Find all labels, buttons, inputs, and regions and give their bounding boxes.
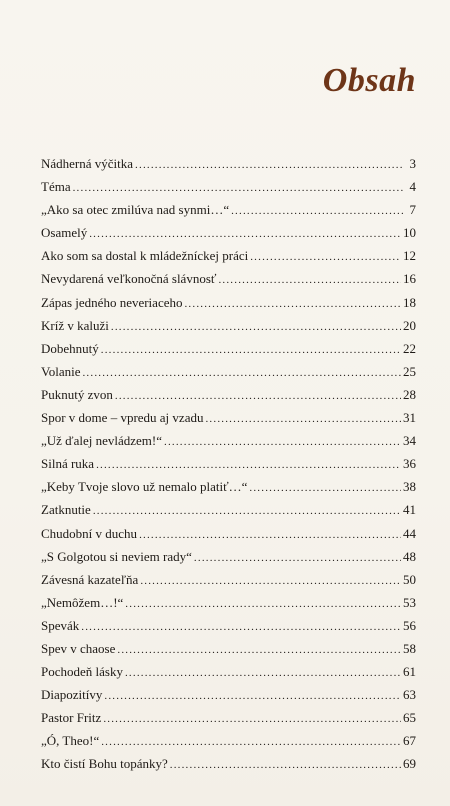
toc-entry-page-number: 53 — [403, 594, 416, 610]
toc-entry — [41, 752, 416, 775]
toc-entry-page-number: 36 — [403, 456, 416, 472]
toc-entry-page-number: 18 — [403, 294, 416, 310]
toc-entry — [41, 175, 416, 198]
dot-leader — [135, 154, 404, 177]
toc-entry-title: „Keby Tvoje slovo už nemalo platiť…“ — [41, 479, 248, 495]
toc-entry — [41, 291, 416, 314]
toc-entry-title: Diapozitívy — [41, 687, 103, 703]
toc-entry-page-number: 25 — [403, 363, 416, 379]
toc-entry — [41, 152, 416, 175]
toc-entry-page-number: 48 — [403, 548, 416, 564]
toc-entry — [41, 475, 416, 498]
toc-entry-page-number: 12 — [403, 248, 416, 264]
toc-entry-title: „Ó, Theo!“ — [41, 733, 100, 749]
toc-entry-page-number: 4 — [409, 179, 416, 195]
toc-entry-page-number: 28 — [403, 386, 416, 402]
dot-leader — [194, 547, 401, 570]
toc-entry-title: „Už ďalej nevládzem!“ — [41, 433, 162, 449]
dot-leader — [111, 316, 401, 339]
toc-entry-page-number: 34 — [403, 433, 416, 449]
dot-leader — [82, 362, 401, 385]
dot-leader — [250, 246, 401, 269]
dot-leader — [140, 570, 401, 593]
dot-leader — [101, 339, 401, 362]
toc-entry-title: Silná ruka — [41, 456, 95, 472]
dot-leader — [125, 593, 401, 616]
toc-entry-page-number: 67 — [403, 733, 416, 749]
toc-entry — [41, 706, 416, 729]
toc-entry-page-number: 41 — [403, 502, 416, 518]
toc-entry — [41, 591, 416, 614]
toc-entry-page-number: 22 — [403, 340, 416, 356]
toc-entry-title: Volanie — [41, 363, 81, 379]
toc-entry — [41, 198, 416, 221]
toc-entry-title: Pastor Fritz — [41, 710, 102, 726]
toc-entry-title: Nevydarená veľkonočná slávnosť — [41, 271, 217, 287]
toc-entry-title: Kto čistí Bohu topánky? — [41, 756, 168, 772]
toc-entry-page-number: 69 — [403, 756, 416, 772]
dot-leader — [96, 454, 401, 477]
toc-entry-page-number: 3 — [409, 156, 416, 171]
toc-entry-page-number: 61 — [403, 664, 416, 680]
table-of-contents — [41, 152, 416, 776]
toc-entry — [41, 452, 416, 475]
toc-entry — [41, 729, 416, 752]
toc-entry — [41, 383, 416, 406]
toc-entry — [41, 614, 416, 637]
toc-entry — [41, 660, 416, 683]
toc-entry-title: „Ako sa otec zmilúva nad synmi…“ — [41, 202, 230, 218]
dot-leader — [73, 177, 404, 200]
dot-leader — [125, 662, 401, 685]
toc-entry-page-number: 31 — [403, 410, 416, 426]
toc-entry — [41, 545, 416, 568]
toc-entry — [41, 683, 416, 706]
toc-entry-title: Ako som sa dostal k mládežníckej práci — [41, 248, 249, 264]
toc-entry — [41, 221, 416, 244]
dot-leader — [164, 431, 401, 454]
toc-entry-title: Puknutý zvon — [41, 386, 113, 402]
toc-entry — [41, 337, 416, 360]
toc-entry — [41, 568, 416, 591]
toc-entry-page-number: 65 — [403, 710, 416, 726]
toc-entry — [41, 244, 416, 267]
toc-entry-page-number: 20 — [403, 317, 416, 333]
toc-entry — [41, 429, 416, 452]
toc-entry-title: Zatknutie — [41, 502, 91, 518]
toc-entry-title: Osamelý — [41, 225, 88, 241]
toc-entry-title: Dobehnutý — [41, 340, 99, 356]
dot-leader — [117, 639, 401, 662]
toc-entry — [41, 637, 416, 660]
toc-entry — [41, 522, 416, 545]
dot-leader — [184, 293, 401, 316]
page-title: Obsah — [322, 62, 416, 99]
toc-entry-title: Spor v dome – vpredu aj vzadu — [41, 410, 204, 426]
toc-entry — [41, 314, 416, 337]
dot-leader — [81, 616, 401, 639]
toc-entry-page-number: 50 — [403, 571, 416, 587]
toc-entry — [41, 406, 416, 429]
toc-entry — [41, 360, 416, 383]
toc-entry — [41, 267, 416, 290]
toc-entry-title: Zápas jedného neveriaceho — [41, 294, 183, 310]
dot-leader — [104, 685, 401, 708]
dot-leader — [115, 385, 401, 408]
toc-entry-title: Spevák — [41, 617, 80, 633]
toc-entry-page-number: 10 — [403, 225, 416, 241]
toc-entry-page-number: 7 — [409, 202, 416, 218]
dot-leader — [205, 408, 401, 431]
toc-entry-title: Spev v chaose — [41, 640, 116, 656]
toc-entry-title: „S Golgotou si neviem rady“ — [41, 548, 192, 564]
dot-leader — [139, 524, 401, 547]
toc-entry-page-number: 44 — [403, 525, 416, 541]
dot-leader — [170, 754, 401, 777]
toc-entry-title: Chudobní v duchu — [41, 525, 138, 541]
dot-leader — [101, 731, 401, 754]
dot-leader — [103, 708, 401, 731]
dot-leader — [218, 269, 401, 292]
toc-entry-title: Kríž v kaluži — [41, 317, 109, 333]
toc-entry-page-number: 16 — [403, 271, 416, 287]
toc-entry-page-number: 56 — [403, 617, 416, 633]
dot-leader — [93, 500, 401, 523]
toc-entry-title: Pochodeň lásky — [41, 664, 123, 680]
dot-leader — [249, 477, 401, 500]
toc-entry-page-number: 63 — [403, 687, 416, 703]
dot-leader — [231, 200, 404, 223]
toc-entry-page-number: 38 — [403, 479, 416, 495]
toc-entry-page-number: 58 — [403, 640, 416, 656]
dot-leader — [89, 223, 401, 246]
toc-entry-title: Nádherná výčitka — [41, 156, 134, 171]
toc-entry-title: Závesná kazateľňa — [41, 571, 139, 587]
toc-entry — [41, 498, 416, 521]
toc-entry-title: Téma — [41, 179, 71, 195]
toc-entry-title: „Nemôžem…!“ — [41, 594, 124, 610]
